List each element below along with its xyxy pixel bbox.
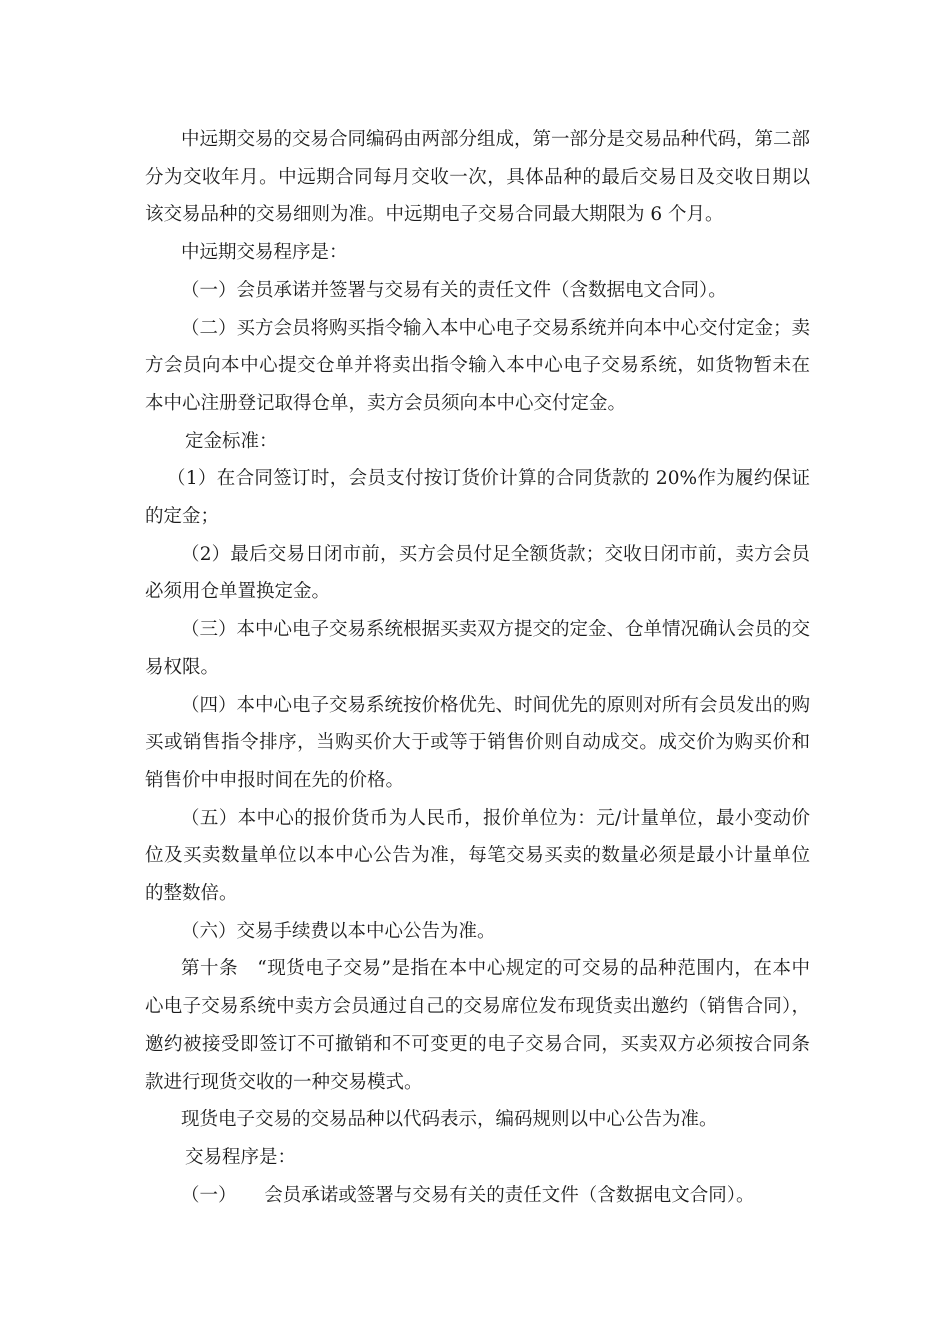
paragraph-spot-code: 现货电子交易的交易品种以代码表示，编码规则以中心公告为准。	[181, 1109, 718, 1131]
paragraph-contract-code: 中远期交易的交易合同编码由两部分组成，第一部分是交易品种代码，第二部分为交收年月。中远期合同每月交收一次，具体品种的最后交易日及交收日期以该交易品种的交易细则为准。中远期电子交易合同最大期限为 6 个月。	[145, 129, 811, 226]
paragraph-deposit-2: （2）最后交易日闭市前，买方会员付足全额货款；交收日闭市前，卖方会员必须用仓单置换定金。	[145, 543, 810, 603]
paragraph-spot-step-1: （一） 会员承诺或签署与交易有关的责任文件（含数据电文合同）。	[181, 1184, 755, 1206]
paragraph-step-6: （六）交易手续费以本中心公告为准。	[181, 920, 496, 942]
document-body	[145, 121, 810, 1214]
paragraph-deposit-1: （1）在合同签订时，会员支付按订货价计算的合同货款的 20%作为履约保证的定金；	[145, 468, 810, 528]
paragraph-deposit-heading: 定金标准：	[185, 430, 278, 452]
paragraph-step-1: （一）会员承诺并签署与交易有关的责任文件（含数据电文合同）。	[181, 279, 727, 301]
paragraph-step-2: （二）买方会员将购买指令输入本中心电子交易系统并向本中心交付定金；卖方会员向本中心提交仓单并将卖出指令输入本中心电子交易系统，如货物暂未在本中心注册登记取得仓单，卖方会员须向本中心交付定金。	[145, 317, 811, 414]
paragraph-step-4: （四）本中心电子交易系统按价格优先、时间优先的原则对所有会员发出的购买或销售指令排序，当购买价大于或等于销售价则自动成交。成交价为购买价和销售价中申报时间在先的价格。	[145, 694, 811, 791]
paragraph-forward-procedure-heading: 中远期交易程序是：	[181, 242, 348, 264]
paragraph-article-10: 第十条 “现货电子交易”是指在本中心规定的可交易的品种范围内，在本中心电子交易系统中卖方会员通过自己的交易席位发布现货卖出邀约（销售合同），邀约被接受即签订不可撤销和不可变更的电子交易合同，买卖双方必须按合同条款进行现货交收的一种交易模式。	[145, 958, 810, 1093]
paragraph-step-3: （三）本中心电子交易系统根据买卖双方提交的定金、仓单情况确认会员的交易权限。	[145, 619, 811, 678]
paragraph-step-5: （五）本中心的报价货币为人民币，报价单位为：元/计量单位，最小变动价位及买卖数量单位以本中心公告为准，每笔交易买卖的数量必须是最小计量单位的整数倍。	[145, 807, 810, 905]
paragraph-spot-procedure-heading: 交易程序是：	[185, 1146, 297, 1168]
